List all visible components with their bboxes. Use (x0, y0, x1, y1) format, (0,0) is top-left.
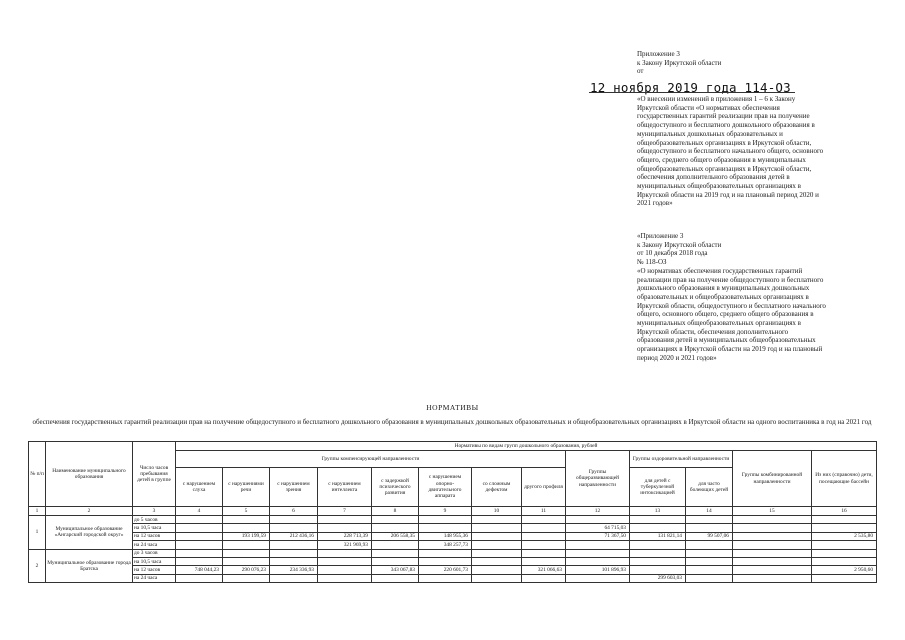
header-combined-groups: Группы комбинированной направленности (733, 451, 812, 507)
value-cell (318, 574, 372, 582)
text-line: муниципальных дошкольных образовательных и (637, 129, 783, 138)
value-cell (733, 566, 812, 574)
value-cell: 748 044,23 (176, 566, 223, 574)
value-cell (686, 549, 733, 557)
value-cell: 148 955,36 (419, 532, 472, 540)
value-cell: 64 715,03 (566, 524, 630, 532)
value-cell (472, 524, 522, 532)
value-cell (566, 557, 630, 565)
value-cell (630, 549, 686, 557)
value-cell (630, 516, 686, 524)
column-number: 8 (372, 507, 419, 516)
value-cell (630, 566, 686, 574)
value-cell (733, 557, 812, 565)
column-number: 12 (566, 507, 630, 516)
value-cell (522, 557, 566, 565)
header-comp-col: с задержкой психического развития (372, 468, 419, 507)
column-number: 2 (46, 507, 133, 516)
value-cell (472, 557, 522, 565)
table-row (29, 557, 877, 565)
value-cell (686, 574, 733, 582)
value-cell (812, 524, 877, 532)
table-row (29, 524, 877, 532)
hours-cell: на 10,5 часа (133, 557, 176, 565)
text-line: общего, среднего общего образования в муниципальных (637, 155, 806, 164)
value-cell: 2 535,80 (812, 532, 877, 540)
municipality-name: Муниципальное образование города Братска (46, 549, 133, 583)
value-cell (522, 524, 566, 532)
column-number: 9 (419, 507, 472, 516)
text-line: 2021 годов» (637, 199, 673, 208)
value-cell: 131 821,14 (630, 532, 686, 540)
text-line: Иркутской области, обеспечения дополнительного (637, 327, 789, 336)
column-number: 7 (318, 507, 372, 516)
hours-cell: на 12 часов (133, 532, 176, 540)
column-number: 16 (812, 507, 877, 516)
table-row (29, 541, 877, 549)
value-cell (372, 549, 419, 557)
value-cell (372, 541, 419, 549)
header-name: Наименование муниципального образования (46, 442, 133, 507)
text-line: общедоступного и бесплатного дошкольного образования в (637, 121, 815, 130)
document-header (637, 50, 869, 76)
value-cell: 321 066,63 (522, 566, 566, 574)
document-title: НОРМАТИВЫ (426, 403, 479, 412)
value-cell (686, 516, 733, 524)
text-line: общеобразовательных организациях в Иркутской области, (637, 138, 812, 147)
table-row (29, 574, 877, 582)
value-cell: 99 507,06 (686, 532, 733, 540)
value-cell (419, 557, 472, 565)
table-row (29, 566, 877, 574)
document-subtitle: обеспечения государственных гарантий реализации прав на получение общедоступного и бесплатного дошкольного образования в муниципальных дошкольных образовательных и общеобразовательных организациях в Иркутской области на одного воспитанника в год на 2021 год (32, 418, 872, 426)
value-cell: 71 367,50 (566, 532, 630, 540)
header-comp-col: другого профиля (522, 468, 566, 507)
value-cell (472, 574, 522, 582)
value-cell (176, 532, 223, 540)
value-cell (686, 524, 733, 532)
value-cell (318, 549, 372, 557)
table-row (29, 532, 877, 540)
hours-cell: до 5 часов (133, 516, 176, 524)
value-cell (630, 557, 686, 565)
value-cell (522, 549, 566, 557)
text-line: муниципальных общеобразовательных организациях в (637, 182, 801, 191)
value-cell (223, 541, 270, 549)
value-cell (686, 557, 733, 565)
value-cell (566, 549, 630, 557)
value-cell (522, 532, 566, 540)
value-cell (686, 541, 733, 549)
header-comp-col: с нарушениями речи (223, 468, 270, 507)
header-health-col: для часто болеющих детей (686, 468, 733, 507)
value-cell (270, 557, 318, 565)
row-number: 1 (29, 516, 46, 550)
value-cell (812, 516, 877, 524)
value-cell (472, 541, 522, 549)
value-cell (318, 557, 372, 565)
value-cell: 228 713,39 (318, 532, 372, 540)
table-row (29, 549, 877, 557)
column-number: 15 (733, 507, 812, 516)
text-line: общеобразовательных организациях в Иркутской области, (637, 164, 812, 173)
hours-cell: на 24 часа (133, 541, 176, 549)
text-line: общедоступного и бесплатного начального общего, основного (637, 147, 824, 156)
from-label: от (637, 67, 644, 76)
row-number: 2 (29, 549, 46, 583)
value-cell (733, 532, 812, 540)
header-general-groups: Группы общеразвивающей направленности (566, 451, 630, 507)
value-cell (566, 574, 630, 582)
value-cell (812, 549, 877, 557)
value-cell (176, 549, 223, 557)
value-cell (318, 524, 372, 532)
value-cell (176, 524, 223, 532)
value-cell: 193 199,59 (223, 532, 270, 540)
column-number: 11 (522, 507, 566, 516)
text-line: дошкольного образования в муниципальных дошкольных (637, 284, 810, 293)
value-cell (223, 549, 270, 557)
column-number: 5 (223, 507, 270, 516)
header-health-col: для детей с туберкулезной интоксикацией (630, 468, 686, 507)
hours-cell: на 24 часа (133, 574, 176, 582)
value-cell (372, 557, 419, 565)
value-cell (270, 541, 318, 549)
date-number-stamp: 12 ноября 2019 года 114-ОЗ (590, 80, 791, 95)
stamp-underline (589, 92, 795, 93)
value-cell (372, 524, 419, 532)
value-cell: 321 969,93 (318, 541, 372, 549)
column-number: 10 (472, 507, 522, 516)
value-cell: 206 558,35 (372, 532, 419, 540)
header-norms: Нормативы по видам групп дошкольного образования, рублей (176, 442, 877, 451)
text-line: образования детей в муниципальных общеобразовательных (637, 336, 816, 345)
value-cell (812, 557, 877, 565)
value-cell (419, 574, 472, 582)
value-cell (270, 574, 318, 582)
text-line: «О нормативах обеспечения государственных гарантий (637, 266, 803, 275)
value-cell (733, 516, 812, 524)
value-cell: 212 436,16 (270, 532, 318, 540)
header-compensating-groups: Группы компенсирующей направленности (176, 451, 566, 468)
municipality-name: Муниципальное образование «Ангарский городской округ» (46, 516, 133, 550)
table-row (29, 516, 877, 524)
header-comp-col: с нарушением зрения (270, 468, 318, 507)
value-cell (472, 532, 522, 540)
value-cell (318, 566, 372, 574)
text-line: от 10 декабря 2018 года (637, 249, 708, 258)
text-line: государственных гарантий реализации прав на получение (637, 112, 810, 121)
value-cell (566, 541, 630, 549)
header-comp-col: с нарушением интеллекта (318, 468, 372, 507)
value-cell (176, 557, 223, 565)
hours-cell: на 12 часов (133, 566, 176, 574)
header-comp-col: с нарушением слуха (176, 468, 223, 507)
amendment-title-block (637, 95, 869, 208)
text-line: образовательных и общеобразовательных организациях в (637, 292, 809, 301)
value-cell (223, 524, 270, 532)
value-cell (522, 516, 566, 524)
value-cell (733, 574, 812, 582)
text-line: период 2020 и 2021 годов» (637, 353, 717, 362)
column-number: 4 (176, 507, 223, 516)
value-cell (419, 524, 472, 532)
text-line: общего, основного общего, среднего общего образования в (637, 310, 814, 319)
value-cell (472, 549, 522, 557)
text-line: организациях в Иркутской области на 2019 год и на плановый (637, 345, 823, 354)
text-line: «О внесении изменений в приложения 1 – 6 к Закону (637, 95, 796, 103)
value-cell: 343 067,83 (372, 566, 419, 574)
value-cell (270, 524, 318, 532)
value-cell (733, 541, 812, 549)
text-line: Иркутской области «О нормативах обеспечения (637, 103, 780, 112)
value-cell (223, 516, 270, 524)
text-line: муниципальных общеобразовательных организациях в (637, 319, 801, 328)
header-comp-col: с нарушением опорно-двигательного аппарата (419, 468, 472, 507)
value-cell (733, 549, 812, 557)
value-cell (176, 574, 223, 582)
value-cell (372, 574, 419, 582)
text-line: «Приложение 3 (637, 232, 684, 240)
norms-table (28, 441, 877, 583)
value-cell (522, 541, 566, 549)
value-cell (812, 574, 877, 582)
to-law-label: к Закону Иркутской области (637, 58, 722, 67)
value-cell (566, 516, 630, 524)
hours-cell: на 10,5 часа (133, 524, 176, 532)
text-line: № 118-ОЗ (637, 258, 667, 267)
text-line: Иркутской области, общедоступного и бесплатного начального (637, 301, 826, 310)
column-number: 14 (686, 507, 733, 516)
header-hours: Число часов пребывания детей в группе (133, 442, 176, 507)
value-cell: 290 076,23 (223, 566, 270, 574)
hours-cell: до 3 часов (133, 549, 176, 557)
value-cell: 101 896,93 (566, 566, 630, 574)
text-line: реализации прав на получение общедоступного и бесплатного (637, 275, 824, 284)
value-cell (318, 516, 372, 524)
text-line: обеспечения дополнительного образования детей в (637, 173, 790, 182)
value-cell (270, 516, 318, 524)
header-no: № п/п (29, 442, 46, 507)
value-cell: 2 950,60 (812, 566, 877, 574)
text-line: к Закону Иркутской области (637, 240, 722, 249)
column-number: 13 (630, 507, 686, 516)
text-line: Иркутской области на 2019 год и на плановый период 2020 и (637, 190, 819, 199)
header-comp-col: со сложным дефектом (472, 468, 522, 507)
value-cell (176, 541, 223, 549)
value-cell (733, 524, 812, 532)
header-pool: Из них (справочно) дети, посещающие бассейн (812, 451, 877, 507)
value-cell (686, 566, 733, 574)
value-cell (270, 549, 318, 557)
header-health-groups: Группы оздоровительной направленности (630, 451, 733, 468)
appendix-label: Приложение 3 (637, 50, 680, 58)
column-number: 6 (270, 507, 318, 516)
column-number: 1 (29, 507, 46, 516)
original-law-block (637, 232, 873, 363)
value-cell (472, 566, 522, 574)
value-cell (419, 516, 472, 524)
value-cell (630, 524, 686, 532)
value-cell (522, 574, 566, 582)
value-cell: 299 603,03 (630, 574, 686, 582)
value-cell: 220 601,73 (419, 566, 472, 574)
value-cell (630, 541, 686, 549)
value-cell (223, 574, 270, 582)
value-cell (812, 541, 877, 549)
value-cell: 234 336,93 (270, 566, 318, 574)
value-cell: 348 257,73 (419, 541, 472, 549)
value-cell (176, 516, 223, 524)
value-cell (223, 557, 270, 565)
value-cell (472, 516, 522, 524)
column-number: 3 (133, 507, 176, 516)
value-cell (419, 549, 472, 557)
value-cell (372, 516, 419, 524)
